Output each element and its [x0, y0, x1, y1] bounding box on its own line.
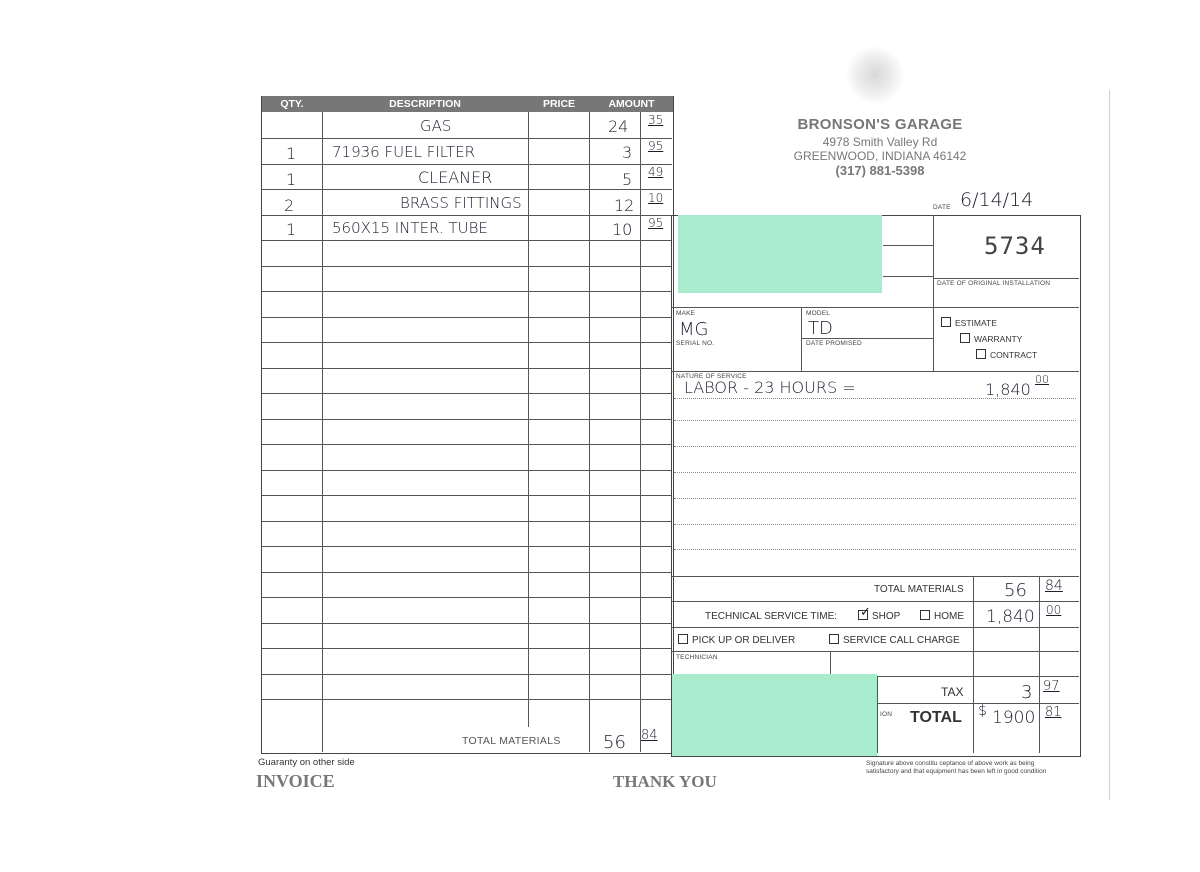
tax-dollars: 3 — [1021, 682, 1033, 703]
checkbox-icon — [960, 333, 970, 343]
home-checkbox[interactable] — [920, 611, 964, 622]
total-prefix: $ — [978, 703, 987, 719]
redaction-customer — [678, 215, 882, 293]
row-5-dollars: 10 — [612, 220, 633, 239]
writing-line — [674, 524, 1076, 525]
row-3-dollars: 5 — [622, 170, 633, 189]
row-divider — [262, 240, 672, 241]
row-divider — [262, 674, 672, 675]
row-divider — [262, 342, 672, 343]
make-value: MG — [679, 319, 709, 340]
row-3-qty: 1 — [286, 170, 297, 189]
writing-line — [674, 472, 1076, 473]
checkbox-icon — [678, 634, 688, 644]
scan-edge-line — [1109, 90, 1110, 800]
row-divider — [262, 138, 672, 139]
row-divider — [262, 572, 672, 573]
model-value: TD — [808, 318, 833, 339]
estimate-label: ESTIMATE — [955, 318, 997, 328]
redaction-technician — [672, 674, 877, 756]
row-4-description: BRASS FITTINGS — [400, 194, 522, 212]
total-materials-right-cents: 84 — [1045, 578, 1063, 594]
total-materials-right-dollars: 56 — [1004, 580, 1027, 601]
estimate-checkbox[interactable] — [941, 318, 997, 329]
business-phone: (317) 881-5398 — [835, 163, 925, 178]
total-materials-right-label: TOTAL MATERIALS — [874, 584, 964, 595]
writing-line — [674, 446, 1076, 447]
header-description: DESCRIPTION — [322, 96, 528, 112]
checkbox-icon — [829, 634, 839, 644]
tech-service-time-label: TECHNICAL SERVICE TIME: — [705, 611, 838, 622]
checkbox-icon — [976, 349, 986, 359]
row-divider — [262, 266, 672, 267]
checkbox-icon — [941, 317, 951, 327]
row-divider — [262, 699, 672, 700]
shop-checkbox[interactable] — [858, 611, 900, 622]
business-address1: 4978 Smith Valley Rd — [822, 135, 938, 149]
total-materials-dollars: 56 — [603, 732, 626, 753]
row-4-cents: 10 — [648, 191, 664, 205]
checkbox-icon — [920, 610, 930, 620]
row-divider — [262, 470, 672, 471]
row-4-dollars: 12 — [614, 196, 635, 215]
row-divider — [262, 317, 672, 318]
row-3-description: CLEANER — [418, 168, 493, 187]
ion-label: ION — [880, 711, 893, 718]
row-divider — [262, 648, 672, 649]
service-description: LABOR - 23 HOURS = — [684, 378, 856, 397]
row-2-qty: 1 — [286, 144, 297, 163]
writing-line — [674, 549, 1076, 550]
contract-checkbox[interactable] — [976, 350, 1037, 361]
service-time-cents: 00 — [1046, 603, 1062, 617]
row-divider — [262, 368, 672, 369]
row-5-description: 560X15 INTER. TUBE — [332, 219, 488, 237]
service-call-checkbox[interactable] — [829, 635, 960, 646]
nature-of-service-label: NATURE OF SERVICE — [676, 373, 747, 380]
business-name: BRONSON'S GARAGE — [797, 116, 963, 133]
date-label: DATE — [933, 204, 951, 211]
total-cents: 81 — [1045, 705, 1062, 720]
row-divider — [262, 189, 672, 190]
row-divider — [262, 393, 672, 394]
col-divider — [322, 112, 323, 752]
row-2-description: 71936 FUEL FILTER — [332, 143, 476, 161]
make-label: MAKE — [676, 310, 696, 317]
signature-note-1: Signature above constitu ceptance of above work as being — [866, 760, 1035, 767]
header-price: PRICE — [528, 96, 590, 112]
date-promised-label: DATE PROMISED — [806, 340, 862, 347]
writing-line — [674, 420, 1076, 421]
original-installation-label: DATE OF ORIGINAL INSTALLATION — [937, 280, 1051, 287]
thank-you: THANK YOU — [613, 772, 717, 791]
shop-label: SHOP — [872, 611, 901, 622]
row-2-dollars: 3 — [622, 143, 633, 162]
pickup-checkbox[interactable] — [678, 635, 795, 646]
row-divider — [262, 623, 672, 624]
scan-smudge — [845, 45, 905, 105]
col-divider — [640, 112, 641, 752]
service-amount: 1,840 — [985, 380, 1031, 399]
row-divider — [262, 291, 672, 292]
signature-note-2: satisfactory and that equipment has been left in good condition — [866, 768, 1047, 775]
total-label: TOTAL — [910, 709, 962, 726]
warranty-checkbox[interactable] — [960, 334, 1022, 345]
contract-label: CONTRACT — [990, 350, 1038, 360]
row-1-description: GAS — [420, 117, 452, 135]
row-5-cents: 95 — [648, 216, 664, 230]
service-call-label: SERVICE CALL CHARGE — [843, 635, 960, 646]
writing-line — [674, 498, 1076, 499]
row-divider — [262, 521, 672, 522]
row-divider — [262, 597, 672, 598]
tax-cents: 97 — [1043, 679, 1060, 694]
service-amount-cents: 00 — [1035, 373, 1049, 386]
total-materials-cents: 84 — [641, 728, 658, 743]
technician-label: TECHNICIAN — [676, 654, 718, 661]
header-qty: QTY. — [262, 96, 322, 112]
invoice-number: 5734 — [984, 232, 1046, 260]
row-divider — [262, 164, 672, 165]
row-4-qty: 2 — [284, 196, 295, 215]
row-divider — [262, 215, 672, 216]
row-divider — [262, 419, 672, 420]
business-header — [770, 116, 990, 178]
row-1-dollars: 24 — [608, 117, 629, 136]
service-time-dollars: 1,840 — [986, 607, 1035, 627]
total-dollars: 1900 — [992, 708, 1036, 728]
row-2-cents: 95 — [648, 139, 664, 153]
business-address2: GREENWOOD, INDIANA 46142 — [793, 149, 967, 163]
total-materials-label: TOTAL MATERIALS — [462, 735, 561, 747]
tax-label: TAX — [941, 685, 964, 699]
serial-label: SERIAL NO. — [676, 340, 715, 347]
writing-line — [674, 398, 1076, 399]
header-amount: AMOUNT — [590, 96, 673, 112]
row-divider — [262, 546, 672, 547]
warranty-label: WARRANTY — [974, 334, 1023, 344]
home-label: HOME — [934, 611, 964, 622]
model-label: MODEL — [806, 310, 831, 317]
pickup-label: PICK UP OR DELIVER — [692, 635, 796, 646]
row-divider — [262, 444, 672, 445]
date-value: 6/14/14 — [960, 189, 1034, 211]
row-divider — [262, 495, 672, 496]
checkbox-checked-icon — [858, 610, 868, 620]
col-divider — [589, 112, 590, 752]
invoice-title: INVOICE — [256, 771, 335, 791]
row-3-cents: 49 — [648, 165, 664, 179]
row-5-qty: 1 — [286, 220, 297, 239]
row-1-cents: 35 — [648, 113, 664, 127]
guaranty-note: Guaranty on other side — [258, 757, 355, 768]
